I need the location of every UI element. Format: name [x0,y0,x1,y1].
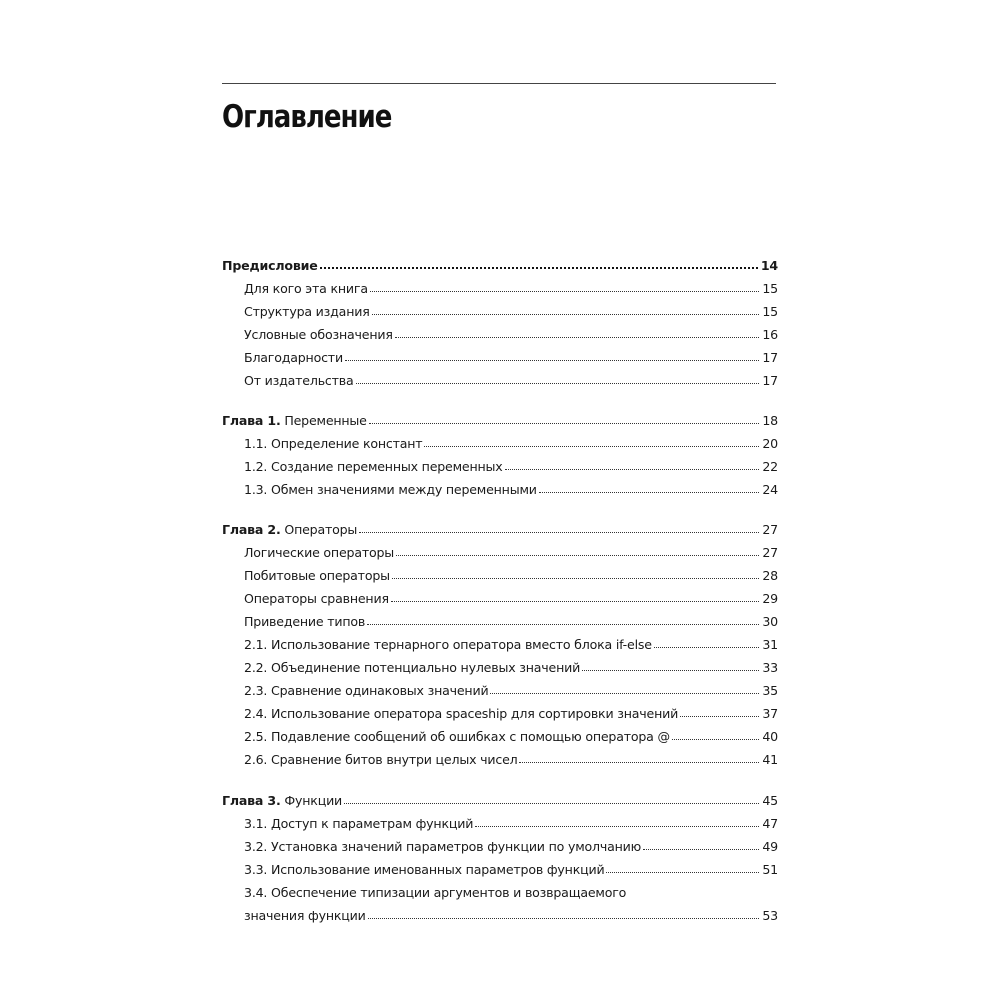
toc-entry-preface[interactable] [222,254,778,277]
toc-page-number: 14 [760,258,778,273]
toc-entry-title: Предисловие [222,258,318,273]
toc-entry-title: 3.3. Использование именованных параметров функций [244,862,605,877]
toc-page-number: 16 [762,327,778,342]
toc-page-number: 30 [762,614,778,629]
toc-entry-title: 1.3. Обмен значениями между переменными [244,482,537,497]
toc-page-number: 41 [762,752,778,767]
dot-leader [490,692,759,694]
toc-page-number: 29 [762,591,778,606]
dot-leader [359,531,759,533]
toc-entry-title: Побитовые операторы [244,568,390,583]
toc-entry-title: Операторы сравнения [244,591,389,606]
toc-entry-title: 2.5. Подавление сообщений об ошибках с помощью оператора @ [244,729,670,744]
toc-page-number: 27 [762,545,778,560]
toc-entry-title: 1.2. Создание переменных переменных [244,459,503,474]
toc-entry-title: От издательства [244,373,354,388]
toc-page-number: 15 [762,304,778,319]
toc-entry-title-line-2: значения функции [244,908,366,923]
chapter-label: Глава 2. [222,522,281,537]
dot-leader [396,554,759,556]
toc-entry[interactable] [222,455,778,478]
toc-entry-title: 3.2. Установка значений параметров функции по умолчанию [244,839,642,854]
toc-entry[interactable] [222,369,778,392]
dot-leader [424,445,759,447]
toc-page-number: 33 [762,660,778,675]
toc-entry[interactable] [222,323,778,346]
toc-entry-title: 2.3. Сравнение одинаковых значений [244,683,489,698]
toc-entry[interactable] [222,858,778,881]
toc-entry[interactable] [222,725,778,748]
dot-leader [475,825,759,827]
toc-entry[interactable] [222,564,778,587]
dot-leader [654,646,760,648]
toc-entry-title: 1.1. Определение констант [244,436,423,451]
dot-leader [392,577,759,579]
toc-page-number: 49 [762,839,778,854]
dot-leader [643,848,759,850]
toc-entry-title: Логические операторы [244,545,395,560]
dot-leader [519,761,759,763]
toc-page-number: 40 [762,729,778,744]
toc-entry-title: Приведение типов [244,614,366,629]
toc-page-number: 18 [762,413,778,428]
toc-entry[interactable] [222,478,778,501]
dot-leader [368,917,760,919]
toc-page-number: 47 [762,816,778,831]
toc-entry[interactable] [222,702,778,725]
top-rule [222,83,776,84]
toc-entry-title: 2.6. Сравнение битов внутри целых чисел [244,752,518,767]
toc-entry[interactable] [222,633,778,656]
toc-page-number: 22 [762,459,778,474]
toc-page-number: 45 [762,793,778,808]
toc-entry-title: 2.2. Объединение потенциально нулевых значений [244,660,581,675]
toc-page-number: 24 [762,482,778,497]
toc-entry-chapter-2[interactable] [222,518,778,541]
toc-page-number: 51 [762,862,778,877]
dot-leader [505,468,760,470]
dot-leader [672,738,759,740]
table-of-contents [222,254,778,927]
dot-leader [367,623,759,625]
dot-leader [680,715,759,717]
toc-page-number: 53 [762,908,778,923]
toc-page-number: 20 [762,436,778,451]
toc-page-number: 15 [762,281,778,296]
toc-page-number: 28 [762,568,778,583]
dot-leader [582,669,759,671]
toc-entry[interactable] [222,277,778,300]
toc-entry-chapter-3[interactable] [222,789,778,812]
toc-entry[interactable] [222,835,778,858]
dot-leader [391,600,760,602]
toc-entry-title: 2.1. Использование тернарного оператора вместо блока if-else [244,637,652,652]
dot-leader [395,336,760,338]
dot-leader [370,290,760,292]
dot-leader [606,871,759,873]
toc-entry[interactable] [222,679,778,702]
toc-entry[interactable] [222,300,778,323]
toc-entry-title: Для кого эта книга [244,281,368,296]
toc-entry-title: 3.1. Доступ к параметрам функций [244,816,474,831]
toc-page-number: 35 [762,683,778,698]
toc-entry-title: Операторы [284,522,358,537]
toc-entry-multiline[interactable] [222,881,778,927]
page-title: Оглавление [222,99,392,135]
dot-leader [344,802,759,804]
dot-leader [372,313,760,315]
toc-entry-title: Благодарности [244,350,343,365]
toc-page-number: 31 [762,637,778,652]
section-gap [222,771,778,789]
section-gap [222,501,778,518]
toc-entry-chapter-1[interactable] [222,409,778,432]
toc-page-number: 17 [762,350,778,365]
dot-leader [356,382,760,384]
section-gap [222,392,778,409]
toc-entry-title: Функции [284,793,343,808]
chapter-label: Глава 3. [222,793,281,808]
chapter-label: Глава 1. [222,413,281,428]
dot-leader [320,266,758,269]
toc-entry[interactable] [222,610,778,633]
toc-page-number: 37 [762,706,778,721]
toc-entry-title: Условные обозначения [244,327,393,342]
toc-entry[interactable] [222,812,778,835]
toc-entry[interactable] [222,587,778,610]
dot-leader [369,422,760,424]
toc-page-number: 17 [762,373,778,388]
toc-entry-title: Переменные [284,413,367,428]
toc-page-number: 27 [762,522,778,537]
dot-leader [539,491,760,493]
toc-entry-title: 2.4. Использование оператора spaceship для сортировки значений [244,706,679,721]
toc-entry-title: Структура издания [244,304,370,319]
toc-entry[interactable] [222,748,778,771]
toc-entry[interactable] [222,346,778,369]
toc-entry-title-line-1: 3.4. Обеспечение типизации аргументов и возвращаемого [244,885,627,900]
toc-entry[interactable] [222,541,778,564]
toc-entry[interactable] [222,656,778,679]
dot-leader [345,359,759,361]
toc-entry[interactable] [222,432,778,455]
